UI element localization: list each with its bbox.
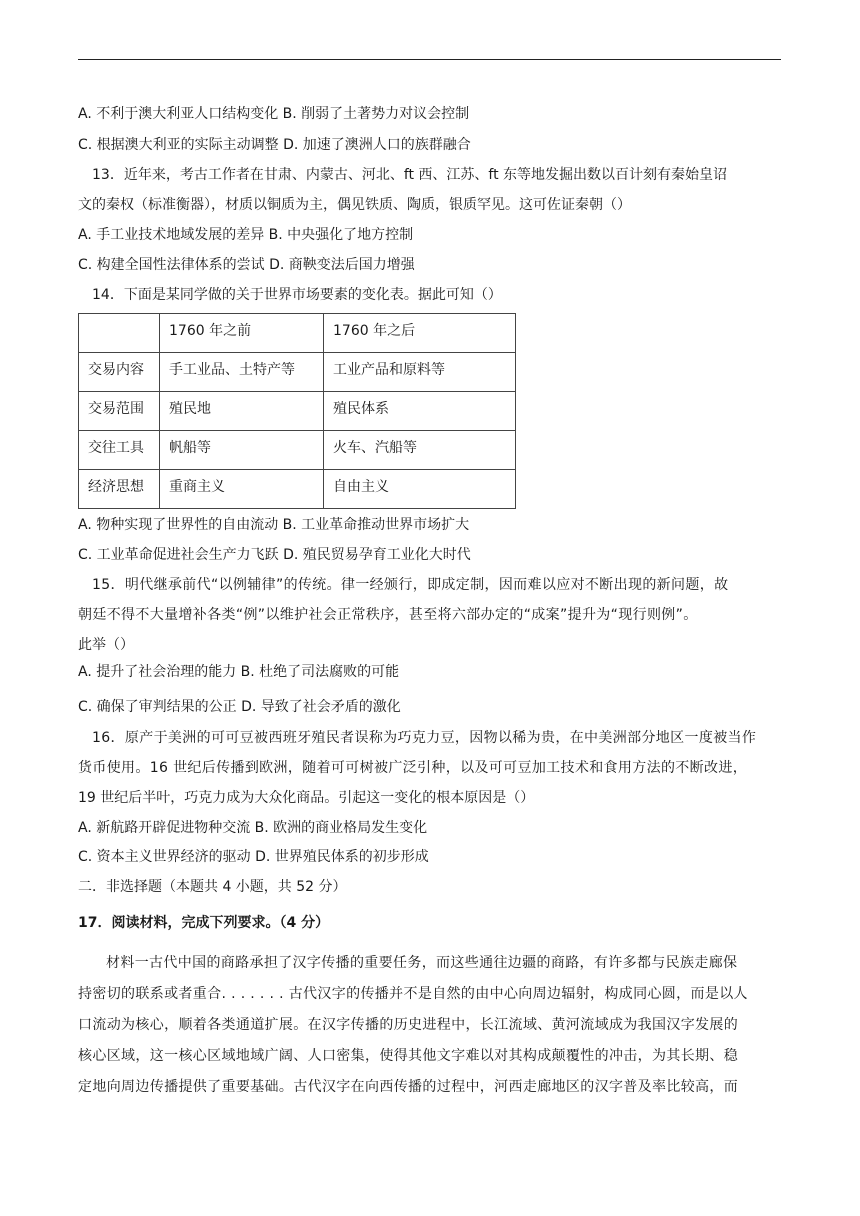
table-cell: 手工业品、土特产等: [160, 353, 324, 392]
table-cell: 交往工具: [79, 431, 160, 470]
q15-stem-line-3: 此举（）: [78, 637, 134, 653]
table-header-cell: 1760 年之后: [324, 314, 516, 353]
q16-stem-line-2: 货币使用。16 世纪后传播到欧洲，随着可可树被广泛引种，以及可可豆加工技术和食用方法的不断改进，: [78, 760, 748, 776]
market-elements-table: [78, 313, 516, 509]
q13-option-ab: A. 手工业技术地域发展的差异 B. 中央强化了地方控制: [78, 227, 414, 243]
table-cell: 交易范围: [79, 392, 160, 431]
table-cell: 殖民地: [160, 392, 324, 431]
q17-material-line-3: 口流动为核心，顺着各类通道扩展。在汉字传播的历史进程中，长江流域、黄河流域成为我国汉字发展的: [78, 1017, 739, 1033]
table-row: [79, 431, 516, 470]
section-2-heading: 二．非选择题（本题共 4 小题，共 52 分）: [78, 879, 347, 895]
q17-material-line-2: 持密切的联系或者重合. . . . . . . 古代汉字的传播并不是自然的由中心向周边辐射，构成同心圆，而是以人: [78, 986, 748, 1002]
q17-heading: 17．阅读材料，完成下列要求。（4 分）: [78, 915, 330, 931]
q13-stem-line-1: 13．近年来，考古工作者在甘肃、内蒙古、河北、ft 西、江苏、ft 东等地发掘出数以百计刻有秦始皇诏: [92, 167, 728, 183]
table-cell: 火车、汽船等: [324, 431, 516, 470]
q16-stem-line-1: 16．原产于美洲的可可豆被西班牙殖民者误称为巧克力豆，因物以稀为贵，在中美洲部分地区一度被当作: [92, 730, 757, 746]
table-cell: 帆船等: [160, 431, 324, 470]
q14-stem: 14．下面是某同学做的关于世界市场要素的变化表。据此可知（）: [92, 287, 502, 303]
q15-stem-line-1: 15．明代继承前代“以例辅律”的传统。律一经颁行，即成定制，因而难以应对不断出现的新问题，故: [92, 577, 729, 593]
table-header-row: [79, 314, 516, 353]
table-cell: 殖民体系: [324, 392, 516, 431]
table-cell: 自由主义: [324, 470, 516, 509]
q16-option-ab: A. 新航路开辟促进物种交流 B. 欧洲的商业格局发生变化: [78, 820, 428, 836]
q13-stem-line-2: 文的秦权（标准衡器），材质以铜质为主，偶见铁质、陶质，银质罕见。这可佐证秦朝（）: [78, 197, 631, 213]
q12-option-ab: A. 不利于澳大利亚人口结构变化 B. 削弱了土著势力对议会控制: [78, 106, 470, 122]
q12-option-cd: C. 根据澳大利亚的实际主动调整 D. 加速了澳洲人口的族群融合: [78, 137, 471, 153]
q14-option-ab: A. 物种实现了世界性的自由流动 B. 工业革命推动世界市场扩大: [78, 517, 470, 533]
table-cell: 交易内容: [79, 353, 160, 392]
q13-option-cd: C. 构建全国性法律体系的尝试 D. 商鞅变法后国力增强: [78, 257, 415, 273]
q16-stem-line-3: 19 世纪后半叶，巧克力成为大众化商品。引起这一变化的根本原因是（）: [78, 790, 535, 806]
q17-material-line-4: 核心区域，这一核心区域地域广阔、人口密集，使得其他文字难以对其构成颠覆性的冲击，为其长期、稳: [78, 1048, 739, 1064]
table-cell: 重商主义: [160, 470, 324, 509]
table-cell: 工业产品和原料等: [324, 353, 516, 392]
q15-option-cd: C. 确保了审判结果的公正 D. 导致了社会矛盾的激化: [78, 699, 401, 715]
table-cell: 经济思想: [79, 470, 160, 509]
table-row: [79, 470, 516, 509]
q15-option-ab: A. 提升了社会治理的能力 B. 杜绝了司法腐败的可能: [78, 664, 400, 680]
table-header-cell: 1760 年之前: [160, 314, 324, 353]
table-header-cell: [79, 314, 160, 353]
q17-material-line-5: 定地向周边传播提供了重要基础。古代汉字在向西传播的过程中，河西走廊地区的汉字普及率比较高，而: [78, 1079, 739, 1095]
q17-material-line-1: 材料一古代中国的商路承担了汉字传播的重要任务，而这些通往边疆的商路，有许多都与民族走廊保: [106, 955, 738, 971]
header-rule: [78, 59, 781, 60]
table-row: [79, 353, 516, 392]
q14-option-cd: C. 工业革命促进社会生产力飞跃 D. 殖民贸易孕育工业化大时代: [78, 547, 471, 563]
table-row: [79, 392, 516, 431]
q16-option-cd: C. 资本主义世界经济的驱动 D. 世界殖民体系的初步形成: [78, 849, 429, 865]
q15-stem-line-2: 朝廷不得不大量增补各类“例”以维护社会正常秩序，甚至将六部办定的“成案”提升为“现行则例”。: [78, 607, 698, 623]
